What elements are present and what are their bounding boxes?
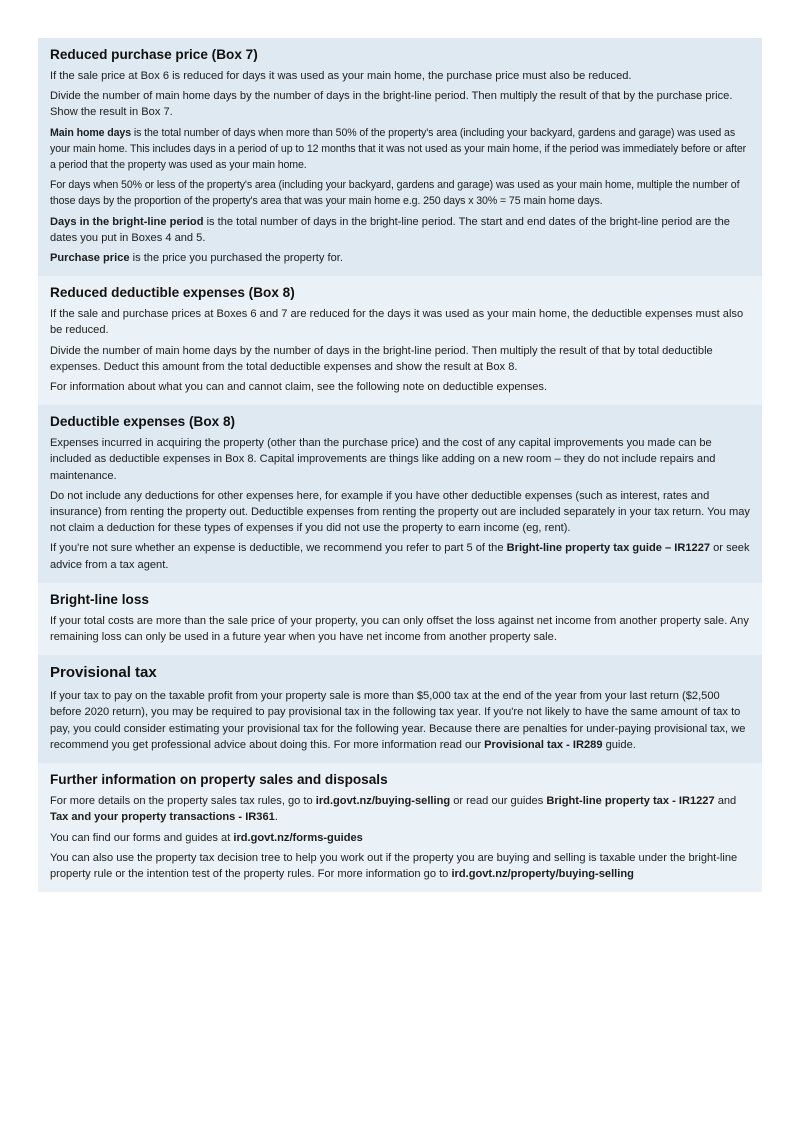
paragraph xyxy=(50,830,750,846)
section-heading: Reduced purchase price (Box 7) xyxy=(50,47,258,62)
definition-text: is the total number of days when more than 50% of the property's area (including your backyard, gardens and garage) was used as your main home. This includes days in a period of up to 12 months that it was not used as your main home, if the period was immediately before or after a period that the property was used as your main home. xyxy=(50,126,747,172)
text-run: If you're not sure whether an expense is deductible, we recommend you refer to part 5 of the xyxy=(50,542,507,555)
paragraph xyxy=(50,850,750,882)
text-run: or seek advice from a tax agent. xyxy=(50,542,750,571)
section-heading: Deductible expenses (Box 8) xyxy=(50,414,236,430)
text-run: If your tax to pay on the taxable profit from your property sale is more than $5,000 tax at the end of the year from your last return ($2,500 before 2020 return), you may be required to pay provisional tax in the following tax year. If you're not likely to have the same amount of tax to pay, you could consider estimating your provisional tax for the following year. Because there are penalties for under-paying provisional tax, we recommend you get professional advice about doing this. For more information read our xyxy=(50,690,746,751)
section-bright-line-loss xyxy=(38,583,762,655)
paragraph: For days when 50% or less of the property's area (including your backyard, gardens and garage) was used as your main home, multiple the number of those days by the proportion of the property's area that was your main home e.g. 250 days x 30% = 75 main home days. xyxy=(50,179,740,208)
guide-reference-ir1227: Bright-line property tax - IR1227 xyxy=(546,795,715,808)
text-run: guide. xyxy=(602,738,636,751)
paragraph xyxy=(50,125,750,174)
term-days-in-bright-line-period: Days in the bright-line period xyxy=(50,215,204,228)
link-buying-selling: ird.govt.nz/buying-selling xyxy=(315,795,451,808)
guide-reference-ir1227: Bright-line property tax guide – IR1227 xyxy=(506,542,711,555)
guide-reference-ir289: Provisional tax - IR289 xyxy=(484,738,603,751)
section-reduced-deductible-expenses xyxy=(38,276,762,405)
paragraph xyxy=(50,250,750,266)
paragraph: Do not include any deductions for other expenses here, for example if you have other deductible expenses (such as interest, rates and insurance) from renting the property out. Deductible expenses from renting the property out are included separately in your tax return. You may not claim a deduction for these types of expenses if you did not use the property to earn income (eg, rent). xyxy=(50,489,750,535)
definition-text: is the price you purchased the property for. xyxy=(129,252,343,265)
section-heading: Provisional tax xyxy=(50,664,157,682)
paragraph xyxy=(50,214,750,246)
text-run: You can also use the property tax decision tree to help you work out if the property you are buying and selling is taxable under the bright-line property rule or the intention test of the property rules. For more information go to xyxy=(50,851,738,880)
text-run: . xyxy=(274,811,278,824)
guide-reference-ir361: Tax and your property transactions - IR361 xyxy=(50,811,275,824)
section-deductible-expenses xyxy=(38,405,762,583)
paragraph xyxy=(50,540,750,572)
paragraph xyxy=(50,793,750,825)
paragraph xyxy=(50,688,750,753)
paragraph: For information about what you can and cannot claim, see the following note on deductible expenses. xyxy=(50,381,548,394)
link-property-buying-selling: ird.govt.nz/property/buying-selling xyxy=(451,867,634,880)
definition-text: is the total number of days in the bright-line period. The start and end dates of the bright-line period are the dates you put in Boxes 4 and 5. xyxy=(50,215,730,244)
text-run: or read our guides xyxy=(450,795,547,808)
section-reduced-purchase-price xyxy=(38,38,762,276)
paragraph: Divide the number of main home days by the number of days in the bright-line period. Then multiply the result of that by the purchase price. Show the result in Box 7. xyxy=(50,90,733,119)
section-provisional-tax xyxy=(38,655,762,763)
term-purchase-price: Purchase price xyxy=(50,252,130,265)
section-heading: Further information on property sales and disposals xyxy=(50,772,388,788)
paragraph: If your total costs are more than the sale price of your property, you can only offset the loss against net income from another property sale. Any remaining loss can only be used in a future year when you have net income from another property sale. xyxy=(50,614,749,644)
paragraph: If the sale price at Box 6 is reduced for days it was used as your main home, the purchase price must also be reduced. xyxy=(50,70,632,82)
term-main-home-days: Main home days xyxy=(50,126,132,139)
section-further-information xyxy=(38,763,762,892)
section-heading: Bright-line loss xyxy=(50,591,149,607)
paragraph: If the sale and purchase prices at Boxes 6 and 7 are reduced for the days it was used as your main home, the deductible expenses must also be reduced. xyxy=(50,308,744,337)
document-body xyxy=(38,38,762,892)
section-heading: Reduced deductible expenses (Box 8) xyxy=(50,285,295,301)
text-run: For more details on the property sales tax rules, go to xyxy=(50,795,316,808)
paragraph: Expenses incurred in acquiring the property (other than the purchase price) and the cost of any capital improvements you made can be included as deductible expenses in Box 8. Capital improvements are things like adding on a new room – they do not include repairs and maintenance. xyxy=(50,437,716,482)
link-forms-guides: ird.govt.nz/forms-guides xyxy=(233,831,363,844)
paragraph: Divide the number of main home days by the number of days in the bright-line period. Then multiply the result of that by total deductible expenses. Deduct this amount from the total deductible expenses and show the result at Box 8. xyxy=(50,344,713,373)
text-run: You can find our forms and guides at xyxy=(50,831,234,844)
text-run: and xyxy=(714,795,737,808)
